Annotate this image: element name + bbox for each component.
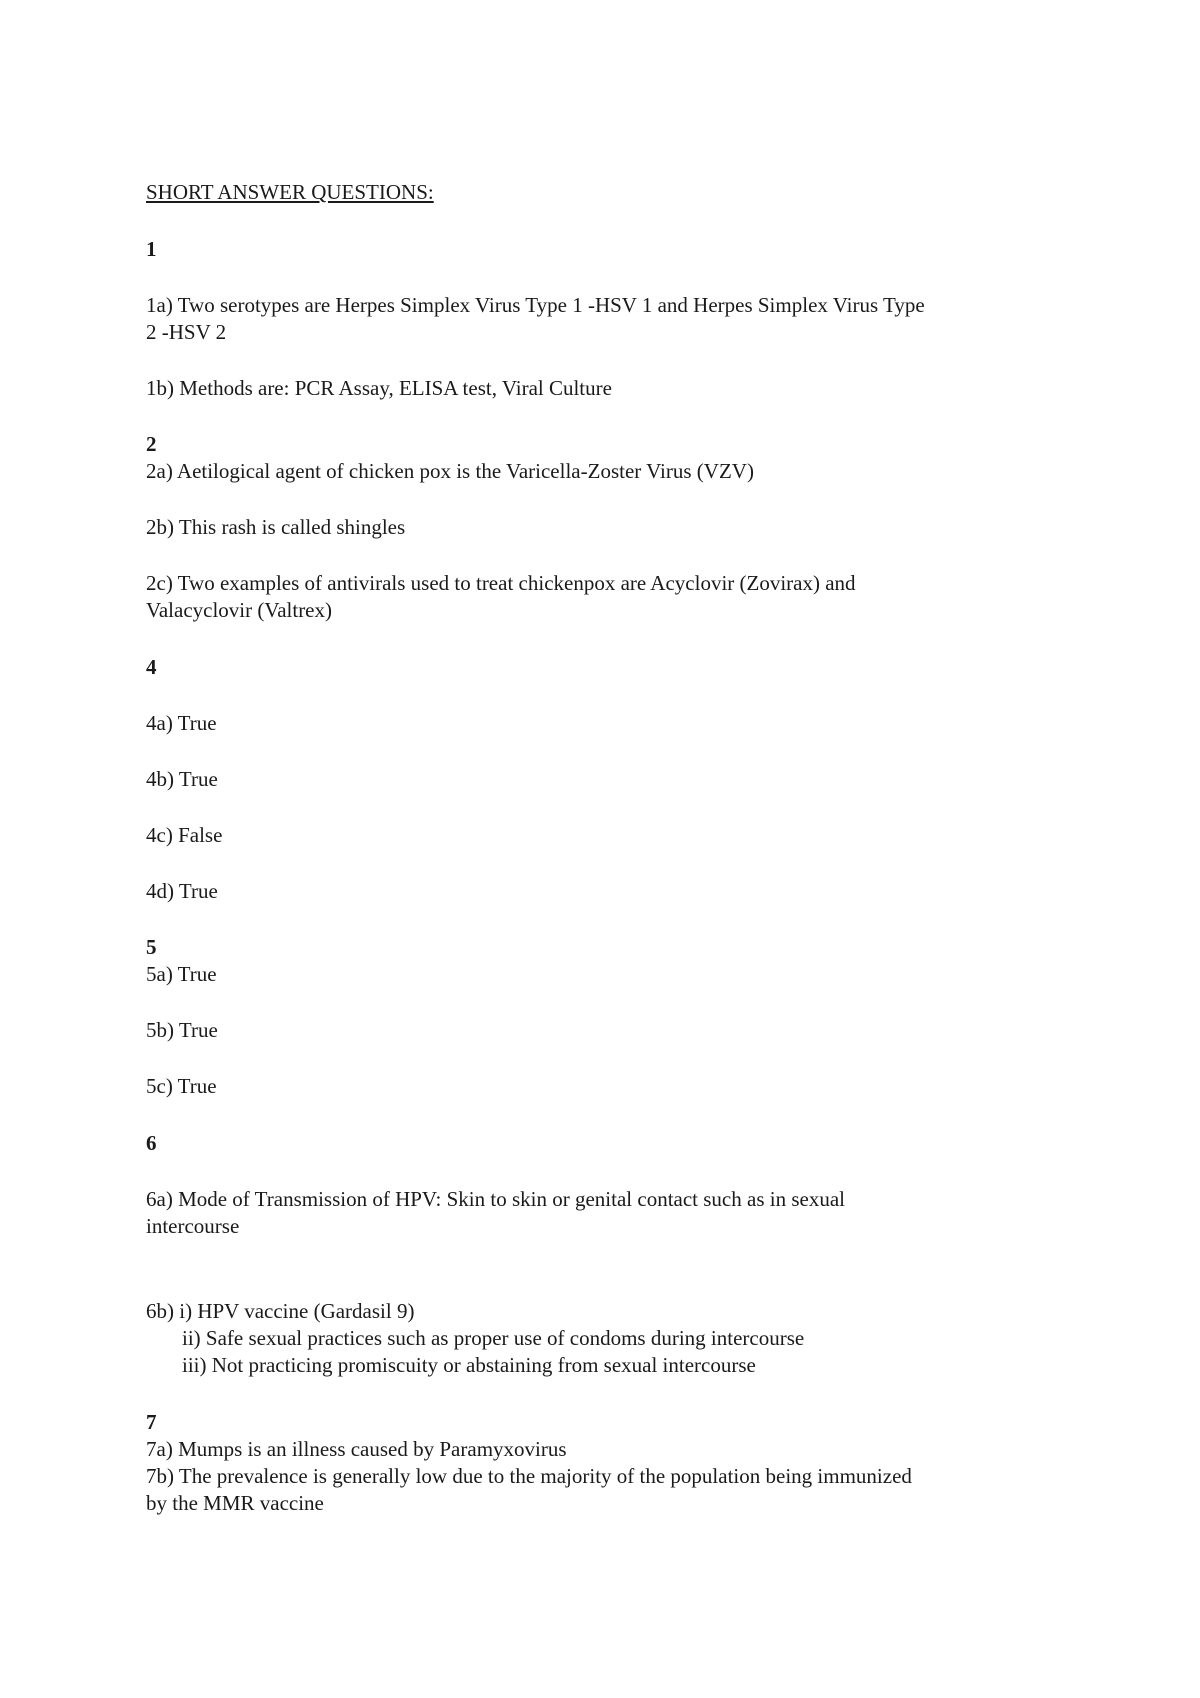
answer-6a-line2: intercourse bbox=[146, 1214, 240, 1238]
answer-6b-ii: ii) Safe sexual practices such as proper use of condoms during intercourse bbox=[182, 1326, 805, 1350]
question-number-1: 1 bbox=[146, 237, 157, 261]
answer-5a: 5a) True bbox=[146, 962, 217, 986]
answer-6a-line1: 6a) Mode of Transmission of HPV: Skin to skin or genital contact such as in sexual bbox=[146, 1187, 845, 1211]
answer-7b-line1: 7b) The prevalence is generally low due to the majority of the population being immunized bbox=[146, 1464, 912, 1488]
question-number-5: 5 bbox=[146, 935, 157, 959]
answer-7a: 7a) Mumps is an illness caused by Paramyxovirus bbox=[146, 1437, 567, 1461]
answer-2c-line1: 2c) Two examples of antivirals used to treat chickenpox are Acyclovir (Zovirax) and bbox=[146, 571, 856, 595]
answer-2a: 2a) Aetilogical agent of chicken pox is the Varicella-Zoster Virus (VZV) bbox=[146, 459, 754, 483]
question-number-6: 6 bbox=[146, 1131, 157, 1155]
answer-1b: 1b) Methods are: PCR Assay, ELISA test, Viral Culture bbox=[146, 376, 612, 400]
answer-1a-line1: 1a) Two serotypes are Herpes Simplex Virus Type 1 -HSV 1 and Herpes Simplex Virus Type bbox=[146, 293, 925, 317]
answer-2c-line2: Valacyclovir (Valtrex) bbox=[146, 598, 332, 622]
answer-5b: 5b) True bbox=[146, 1018, 218, 1042]
answer-5c: 5c) True bbox=[146, 1074, 217, 1098]
page-title: SHORT ANSWER QUESTIONS: bbox=[146, 180, 434, 204]
answer-2b: 2b) This rash is called shingles bbox=[146, 515, 406, 539]
answer-4a: 4a) True bbox=[146, 711, 217, 735]
answer-4d: 4d) True bbox=[146, 879, 218, 903]
answer-1a-line2: 2 -HSV 2 bbox=[146, 320, 227, 344]
question-number-2: 2 bbox=[146, 432, 157, 456]
answer-4c: 4c) False bbox=[146, 823, 223, 847]
answer-4b: 4b) True bbox=[146, 767, 218, 791]
answer-6b-i: 6b) i) HPV vaccine (Gardasil 9) bbox=[146, 1299, 415, 1323]
answer-6b-iii: iii) Not practicing promiscuity or abstaining from sexual intercourse bbox=[182, 1353, 756, 1377]
answer-7b-line2: by the MMR vaccine bbox=[146, 1491, 324, 1515]
question-number-4: 4 bbox=[146, 655, 157, 679]
question-number-7: 7 bbox=[146, 1410, 157, 1434]
